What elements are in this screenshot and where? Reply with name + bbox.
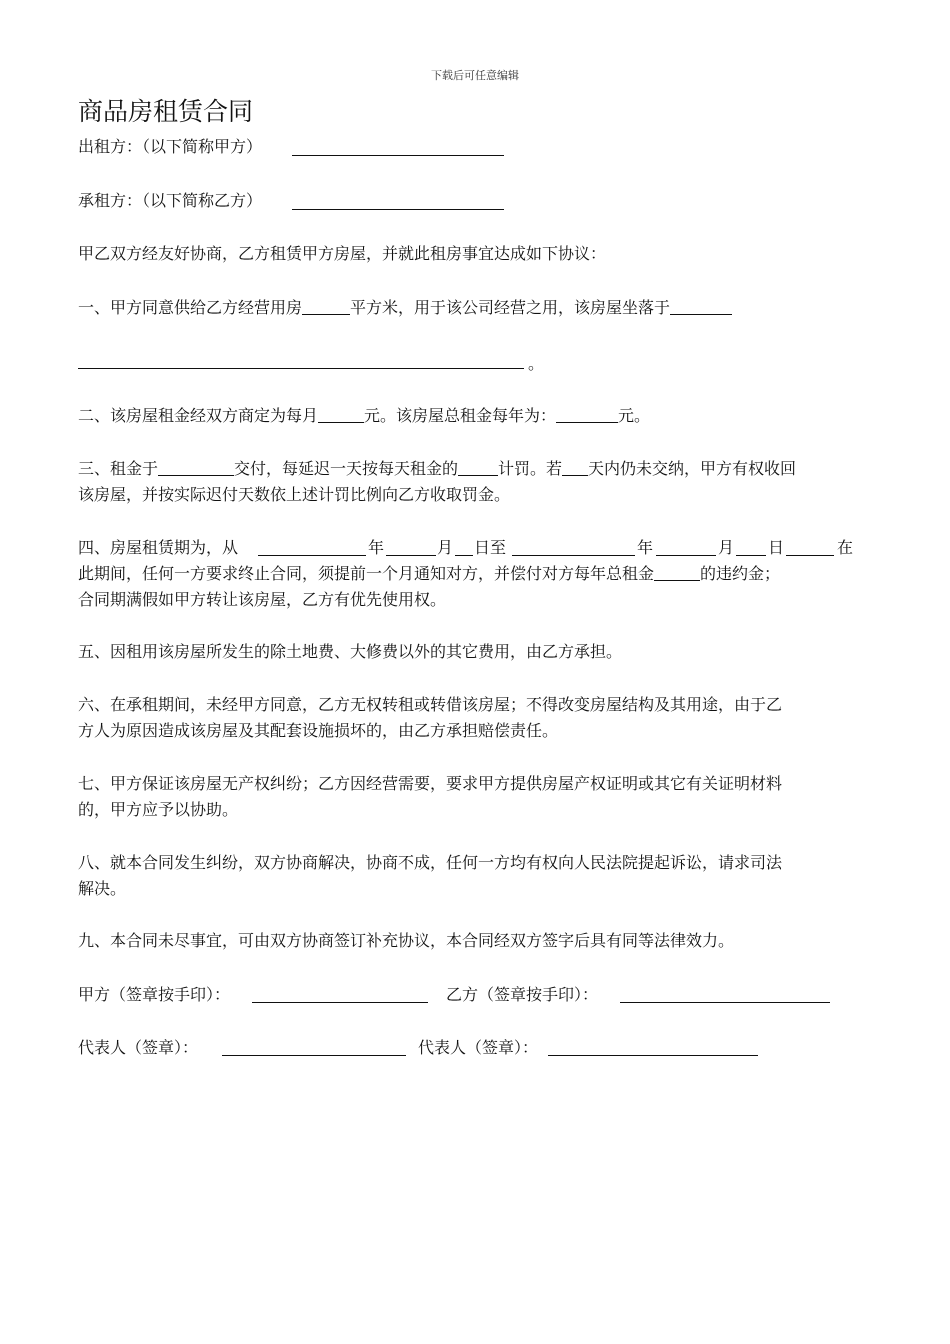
lessor-line [78,134,262,160]
payment-date-blank[interactable] [158,457,234,476]
annual-rent-blank[interactable] [556,404,618,423]
end-year-blank[interactable] [512,555,635,556]
location-blank[interactable] [670,296,732,315]
clause-1-end: 。 [528,354,545,373]
start-year-blank[interactable] [258,555,366,556]
grace-days-blank[interactable] [562,457,588,476]
intro-paragraph: 甲乙双方经友好协商，乙方租赁甲方房屋，并就此租房事宜达成如下协议： [78,244,607,263]
clause-9: 九、本合同未尽事宜，可由双方协商签订补充协议，本合同经双方签字后具有同等法律效力。 [78,931,735,950]
clause-4-line3: 合同期满假如甲方转让该房屋，乙方有优先使用权。 [78,590,447,609]
day-label-2: 日 [768,538,785,557]
monthly-rent-blank[interactable] [318,404,364,423]
party-a-signature-label: 甲方（签章按手印）： [78,985,231,1004]
clause-4-line2-b: 的违约金； [700,564,781,583]
lessee-name-blank[interactable] [292,209,504,210]
year-label-2: 年 [637,538,654,557]
start-day-blank[interactable] [455,555,473,556]
party-a-signature-blank[interactable] [252,1002,428,1003]
clause-7-line2: 的，甲方应予以协助。 [78,800,239,819]
lessor-name-blank[interactable] [292,155,504,156]
clause-2-text-c: 元。 [618,406,651,425]
penalty-rate-blank[interactable] [458,457,498,476]
clause-8-line2: 解决。 [78,879,127,898]
party-b-signature-label: 乙方（签章按手印）： [446,985,599,1004]
clause-5: 五、因租用该房屋所发生的除土地费、大修费以外的其它费用，由乙方承担。 [78,642,623,661]
year-label-1: 年 [368,538,385,557]
clause-8-line1: 八、就本合同发生纠纷，双方协商解决，协商不成，任何一方均有权向人民法院提起诉讼，请求司法 [78,853,783,872]
clause-3-text-d: 天内仍未交纳，甲方有权收回 [588,459,797,478]
period-blank[interactable] [786,555,834,556]
clause-1-text-b: 平方米，用于该公司经营之用，该房屋坐落于 [350,298,671,317]
location-blank-line2[interactable] [78,368,524,369]
clause-4-line2 [78,561,780,587]
lessee-label: 承租方：（以下简称乙方） [78,191,263,210]
clause-2-text-a: 二、该房屋租金经双方商定为每月 [78,406,319,425]
document-title: 商品房租赁合同 [78,97,254,126]
clause-6-line1: 六、在承租期间，未经甲方同意，乙方无权转租或转借该房屋；不得改变房屋结构及其用途，由于乙 [78,695,783,714]
clause-3-text-b: 交付，每延迟一天按每天租金的 [234,459,459,478]
penalty-amount-blank[interactable] [654,562,700,581]
month-label-2: 月 [718,538,735,557]
clause-7-line1: 七、甲方保证该房屋无产权纠纷；乙方因经营需要，要求甲方提供房屋产权证明或其它有关证明材料 [78,774,783,793]
end-month-blank[interactable] [656,555,716,556]
clause-3-text-c: 计罚。若 [498,459,563,478]
clause-2 [78,403,650,429]
clause-1 [78,295,732,321]
day-to-label: 日至 [474,538,507,557]
clause-4-text-a: 四、房屋租赁期为，从 [78,538,239,557]
end-day-blank[interactable] [736,555,766,556]
rep-a-signature-blank[interactable] [222,1055,406,1056]
clause-4-at: 在 [837,538,854,557]
page-header: 下载后可任意编辑 [431,69,519,82]
lessee-line [78,188,262,214]
rep-b-signature-blank[interactable] [548,1055,758,1056]
clause-3-line2: 该房屋，并按实际迟付天数依上述计罚比例向乙方收取罚金。 [78,485,511,504]
rep-a-signature-label: 代表人（签章）： [78,1038,199,1057]
clause-6-line2: 方人为原因造成该房屋及其配套设施损坏的，由乙方承担赔偿责任。 [78,721,559,740]
area-blank[interactable] [302,296,350,315]
party-b-signature-blank[interactable] [620,1002,830,1003]
clause-3-text-a: 三、租金于 [78,459,159,478]
month-label-1: 月 [437,538,454,557]
rep-b-signature-label: 代表人（签章）： [418,1038,539,1057]
clause-1-text-a: 一、甲方同意供给乙方经营用房 [78,298,303,317]
clause-4-line2-a: 此期间，任何一方要求终止合同，须提前一个月通知对方，并偿付对方每年总租金 [78,564,655,583]
clause-3 [78,456,796,482]
start-month-blank[interactable] [386,555,436,556]
clause-2-text-b: 元。该房屋总租金每年为： [364,406,557,425]
lessor-label: 出租方：（以下简称甲方） [78,137,263,156]
